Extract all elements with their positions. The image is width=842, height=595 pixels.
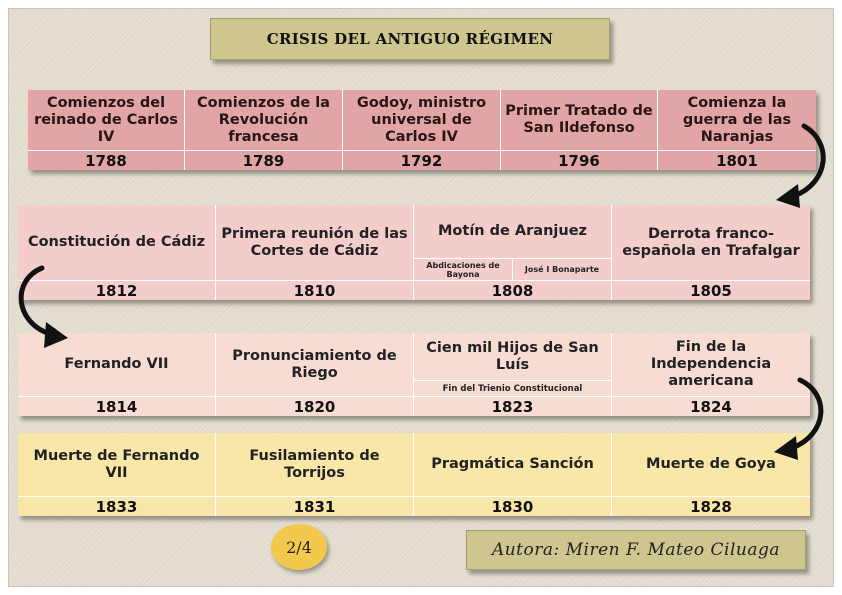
event-year: 1812 [18,280,215,300]
event-label: Primer Tratado de San Ildefonso [505,103,653,136]
curved-arrow-icon [10,262,74,350]
event-label: Primera reunión de las Cortes de Cádiz [221,225,408,259]
timeline-row-4 [18,433,810,516]
timeline-cell [343,90,501,170]
timeline-row-1 [28,90,816,170]
event-sublabels [414,258,611,280]
timeline-cell [414,433,612,516]
event-label: Muerte de Fernando VII [33,447,200,481]
event-year: 1831 [216,496,413,516]
event-year: 1824 [612,396,810,416]
event-year: 1823 [414,396,611,416]
timeline-cell [28,90,185,170]
event-label: Pragmática Sanción [431,456,594,472]
event-year: 1796 [501,150,657,170]
timeline-cell [185,90,343,170]
event-label: Constitución de Cádiz [27,234,206,250]
timeline-cell [216,205,414,300]
event-label: Fusilamiento de Torrijos [249,447,380,481]
curved-arrow-icon [770,376,832,466]
event-label: Pronunciamiento de Riego [232,347,397,381]
event-year: 1810 [216,280,413,300]
author-credit: Autora: Miren F. Mateo Ciluaga [466,530,806,570]
timeline-row-2 [18,205,810,300]
event-year: 1788 [28,150,184,170]
page-indicator: 2/4 [271,524,327,570]
curved-arrow-icon [770,120,832,212]
event-label: Comienzos de la Revolución francesa [197,94,330,145]
event-label: Muerte de Goya [646,456,776,472]
timeline-cell [216,433,414,516]
page-title: CRISIS DEL ANTIGUO RÉGIMEN [210,18,610,60]
event-year: 1805 [612,280,810,300]
event-label: Cien mil Hijos de San Luís [426,339,599,373]
event-year: 1820 [216,396,413,416]
event-sublabel: José I Bonaparte [512,259,611,280]
timeline-row-3 [18,333,810,416]
event-sublabel: Fin del Trienio Constitucional [414,380,611,396]
timeline-cell [612,205,810,300]
timeline-cell [414,333,612,416]
timeline-cell [501,90,658,170]
event-label: Fin de la Independencia americana [650,339,772,389]
event-year: 1833 [18,496,215,516]
event-year: 1808 [414,280,611,300]
event-year: 1801 [658,150,816,170]
event-year: 1830 [414,496,611,516]
event-label: Derrota franco-española en Trafalgar [622,225,800,259]
timeline-cell [216,333,414,416]
timeline-cell [18,433,216,516]
event-label: Motín de Aranjuez [438,223,587,239]
event-year: 1828 [612,496,810,516]
event-year: 1814 [18,396,215,416]
timeline-cell [414,205,612,300]
event-label: Godoy, ministro universal de Carlos IV [356,94,487,145]
event-sublabel: Abdicaciones de Bayona [426,260,500,279]
event-year: 1792 [343,150,500,170]
event-label: Comienzos del reinado de Carlos IV [34,94,178,145]
event-label: Fernando VII [64,356,169,372]
event-year: 1789 [185,150,342,170]
event-label: Comienza la guerra de las Naranjas [682,94,792,145]
